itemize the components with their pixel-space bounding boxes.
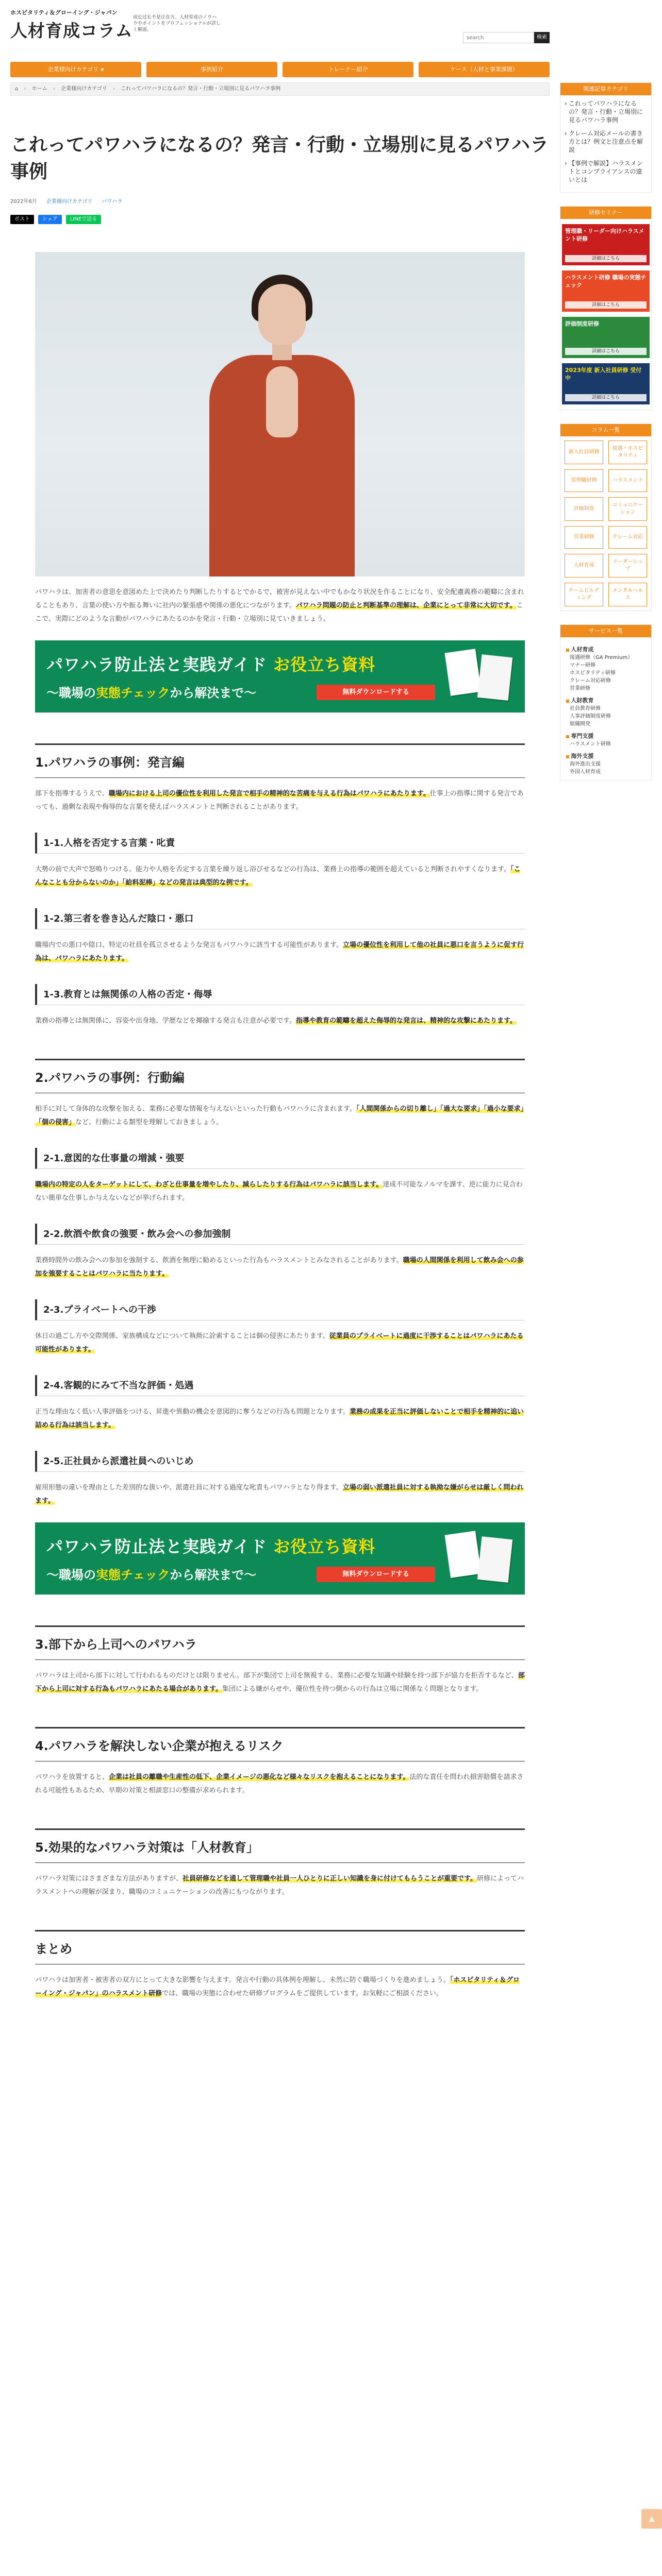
banner-subtitle-a: 〜職場の [46, 1568, 96, 1582]
service-link[interactable]: ハラスメント研修 [570, 741, 611, 747]
section-heading: まとめ [35, 1930, 525, 1964]
nav-item-label: 事例紹介 [201, 66, 223, 73]
service-link[interactable]: 営業研修 [570, 686, 590, 691]
service-link[interactable]: 組織開発 [570, 721, 590, 727]
section-heading: 4.パワハラを解決しない企業が抱えるリスク [35, 1727, 525, 1761]
sidebar [560, 82, 652, 781]
service-link[interactable]: 外国人材育成 [570, 769, 601, 775]
subsection-heading: 2-5.正社員から派遣社員へのいじめ [35, 1451, 525, 1472]
subsection-paragraph [35, 1014, 525, 1028]
banner-subtitle [46, 1565, 256, 1583]
service-group-title[interactable]: ■ 専門支援 [566, 732, 646, 740]
seminar-banner-text: ハラスメント研修 職場の実態チェック [565, 274, 647, 289]
sidebar-tag[interactable]: 人材育成 [565, 554, 603, 578]
scroll-to-top-button[interactable]: ▲ [641, 2509, 662, 2529]
breadcrumb-category[interactable]: 企業様向けカテゴリ [61, 86, 107, 92]
intro-highlight: パワハラ問題の防止と判断基準の理解は、企業にとって非常に大切です。 [295, 602, 517, 609]
sidebar-tag[interactable]: 営業研修 [565, 526, 603, 549]
sidebar-tag[interactable]: リーダーシップ [608, 554, 647, 578]
home-icon[interactable]: ⌂ [15, 86, 19, 92]
seminar-banner-cta: 詳細はこちら [565, 301, 647, 309]
service-link[interactable]: 人事評価制度研修 [570, 714, 611, 719]
banner-title-accent: お役立ち資料 [273, 655, 376, 674]
site-logo[interactable]: 人材育成コラム [10, 21, 133, 41]
sidebar-columns-title: コラム一覧 [560, 424, 651, 436]
download-banner[interactable] [35, 1522, 525, 1595]
seminar-banner-text: 管理職・リーダー向けハラスメント研修 [565, 228, 644, 242]
service-group-title[interactable]: ■ 人財教育 [566, 697, 646, 705]
subsection-highlight: 業務の成果を正当に評価しないことで相手を精神的に追い詰める行為は該当します。 [35, 1408, 524, 1429]
subsection-heading: 2-1.意図的な仕事量の増減・強要 [35, 1148, 525, 1169]
subsection-heading: 2-3.プライベートへの干渉 [35, 1299, 525, 1320]
download-banner[interactable] [35, 640, 525, 713]
subsection-highlight: 指導や教育の範疇を超えた侮辱的な発言は、精神的な攻撃にあたります。 [295, 1017, 517, 1025]
sidebar-related-item[interactable]: › 【事例で解説】ハラスメントとコンプライアンスの違いとは [565, 159, 647, 184]
article [10, 101, 550, 2001]
section-body [35, 1872, 525, 1899]
article-sections [10, 743, 550, 2001]
sidebar-tag[interactable]: ハラスメント [608, 469, 647, 492]
sidebar-service-list [560, 637, 651, 780]
sidebar-tag[interactable]: メンタルヘルス [608, 583, 647, 606]
banner-title-accent: お役立ち資料 [273, 1537, 376, 1556]
seminar-banner[interactable] [562, 363, 650, 404]
subsection-paragraph [35, 1330, 525, 1357]
banner-title-text: パワハラ防止法と実践ガイド [46, 1537, 268, 1556]
document-icon [444, 1531, 481, 1578]
section-heading: 1.パワハラの事例：発言編 [35, 743, 525, 778]
subsection-body [35, 1178, 525, 1205]
subsection-body [35, 1405, 525, 1432]
sidebar-related-title: 関連記事カテゴリ [560, 83, 651, 95]
sidebar-columns [560, 423, 652, 611]
hero-figure-head [258, 284, 306, 345]
sidebar-tag-grid [560, 436, 651, 611]
nav-item-label: ケース（人材と事業課題） [450, 66, 518, 73]
nav-item-case-issues[interactable] [419, 62, 550, 77]
section-lead [35, 1872, 525, 1899]
section-lead-highlight: 「ホスピタリティ＆グローイング・ジャパン」のハラスメント研修 [35, 1976, 520, 1997]
banner-title [46, 652, 375, 675]
subsection-highlight: 立場の弱い派遣社員に対する執拗な嫌がらせは厳しく問われます。 [35, 1484, 524, 1505]
service-link[interactable]: ホスピタリティ研修 [570, 670, 616, 676]
hero-image [35, 252, 525, 577]
section-heading: 3.部下から上司へのパワハラ [35, 1625, 525, 1660]
subsection-highlight: 職場内の特定の人をターゲットにして、わざと仕事量を増やしたり、減らしたりする行為はパワハラに該当します。 [35, 1181, 383, 1189]
subsection-paragraph [35, 939, 525, 965]
article-meta [10, 197, 550, 205]
subsection-highlight: 職場の人間関係を利用して飲み会への参加を強要することはパワハラに当たります。 [35, 1257, 524, 1278]
sidebar-services-title: サービス一覧 [560, 625, 651, 637]
sidebar-services [560, 624, 652, 781]
breadcrumb-separator: › [24, 86, 26, 92]
service-link[interactable]: クレーム対応研修 [570, 678, 611, 684]
subsection-paragraph [35, 1178, 525, 1205]
sidebar-tag[interactable]: 管理職研修 [565, 469, 603, 492]
subsection-text: 職場内での悪口や陰口、特定の社員を孤立させるような発言もパワハラに該当する可能性があります。 [35, 941, 343, 949]
section-lead-text-2: など、行動による類型を理解しておきましょう。 [75, 1118, 223, 1126]
seminar-banner[interactable] [562, 270, 650, 312]
section-lead-text: パワハラは加害者・被害者の双方にとって大きな影響を与えます。発言や行動の具体例を理解し、未然に防ぐ職場づくりを進めましょう。 [35, 1976, 450, 1984]
seminar-banner-cta: 詳細はこちら [565, 255, 647, 262]
section-lead-text-2: 集団による嫌がらせや、優位性を持つ側からの行為は立場に関係なく問題となります。 [222, 1685, 483, 1693]
banner-download-button[interactable]: 無料ダウンロードする [317, 685, 435, 700]
sidebar-tag[interactable]: 評価制度 [565, 497, 603, 521]
sidebar-related-list [560, 95, 651, 192]
subsection-heading: 1-3.教育とは無関係の人格の否定・侮辱 [35, 984, 525, 1005]
section-lead-text-2: 仕事上の指導に関する発言であっても、過剰な表現や侮辱的な言葉を使えばハラスメントと判断されることがあります。 [35, 790, 524, 811]
nav-item-cases[interactable] [146, 62, 277, 77]
subsection-body [35, 1254, 525, 1281]
subsection-body [35, 1481, 525, 1508]
section-lead-text-2: では、職場の実態に合わせた研修プログラムをご提供しています。お気軽にご相談ください。 [162, 1990, 443, 1997]
subsection-text: 業務時間外の飲み会への参加を強制する、飲酒を無理に勧めるといった行為もハラスメントとみなされることがあります。 [35, 1257, 403, 1264]
subsection-body [35, 939, 525, 965]
banner-title [46, 1534, 375, 1557]
section-lead-text: 部下を指導するうえで、 [35, 790, 109, 798]
section-lead-highlight: 職場内における上司の優位性を利用した発言で相手の精神的な苦痛を与える行為はパワハラにあたります。 [108, 790, 430, 798]
article-tag-link[interactable]: パワハラ [102, 199, 123, 205]
section-lead [35, 1771, 525, 1798]
section-lead [35, 1974, 525, 2001]
seminar-banner-text: 評価制度研修 [565, 320, 599, 327]
nav-item-label: 企業様向けカテゴリ [47, 66, 99, 73]
breadcrumb-separator: › [112, 86, 115, 92]
share-x-button[interactable]: ポスト [10, 215, 34, 224]
section-lead-highlight: 部下から上司に対する行為もパワハラにあたる場合があります。 [35, 1672, 525, 1693]
intro-text: パワハラは、加害者の意思を意図めた上で決めたり判断したりするとでかるで、被害が見えない中でもかなり状況を作ることになり、安全配慮義務の範疇に含まれることもあり、言葉の使い方や振る舞いに社内の緊張感や関係の悪化につながります。 [35, 588, 524, 609]
breadcrumb-current: これってパワハラになるの？発言・行動・立場別に見るパワハラ事例 [121, 86, 281, 92]
nav-item-label: トレーナー紹介 [328, 66, 368, 73]
subsection-body [35, 1014, 525, 1028]
subsection-text: 業務の指導とは無関係に、容姿や出身地、学歴などを揶揄する発言も注意が必要です。 [35, 1017, 296, 1025]
subsection-heading: 1-1.人格を否定する言葉・叱責 [35, 833, 525, 854]
sidebar-related-item[interactable]: › これってパワハラになるの？発言・行動・立場別に見るパワハラ事例 [565, 99, 647, 124]
search-input[interactable] [463, 32, 534, 43]
sidebar-tag[interactable]: 接遇・ホスピタリティ [608, 440, 647, 464]
section-body [35, 1669, 525, 1696]
share-facebook-button[interactable]: シェア [38, 215, 62, 224]
section-lead-text: パワハラは上司から部下に対して行われるものだけとは限りません。部下が集団で上司を無視する、業務に必要な知識や経験を持つ部下が協力を拒否するなど、 [35, 1672, 518, 1680]
subsection-heading: 1-2.第三者を巻き込んだ陰口・悪口 [35, 908, 525, 929]
section-lead [35, 787, 525, 814]
breadcrumb [10, 82, 550, 96]
nav-item-trainers[interactable] [283, 62, 413, 77]
share-buttons [10, 215, 550, 224]
nav-item-corporate[interactable] [10, 62, 141, 77]
section-lead-highlight: 社員研修などを通して管理職や社員一人ひとりに正しい知識を身に付けてもらうことが重要です。 [183, 1875, 477, 1883]
section-body [35, 1103, 525, 1129]
section-body [35, 787, 525, 814]
document-icon [477, 1536, 512, 1583]
section-heading: 2.パワハラの事例：行動編 [35, 1059, 525, 1093]
share-line-button[interactable]: LINEで送る [66, 215, 101, 224]
section-lead-text-2: 法的な責任を問われ損害賠償を請求される可能性もあるため、早期の対策と相談窓口の整備が求められます。 [35, 1773, 524, 1794]
subsection-text: 休日の過ごし方や交際関係、家族構成などについて執拗に詮索することは個の侵害にあたります。 [35, 1332, 329, 1340]
site-tagline: ホスピタリティ＆グローイング・ジャパン [10, 9, 118, 16]
subsection-heading: 2-4.客観的にみて不当な評価・処遇 [35, 1375, 525, 1396]
sidebar-related-item[interactable]: › クレーム対応メールの書き方とは？例文と注意点を解説 [565, 129, 647, 154]
section-body [35, 1974, 525, 2001]
document-icon [477, 654, 512, 701]
seminar-banner[interactable] [562, 224, 650, 265]
sidebar-tag[interactable]: コミュニケーション [608, 497, 647, 521]
section-lead-text: パワハラを放置すると、 [35, 1773, 109, 1781]
banner-download-button[interactable]: 無料ダウンロードする [317, 1567, 435, 1582]
seminar-banner[interactable] [562, 317, 650, 358]
section-lead [35, 1103, 525, 1129]
banner-subtitle-accent: 実態チェック [96, 1568, 170, 1582]
site-header [0, 0, 662, 61]
banner-subtitle-b: から解決まで〜 [170, 686, 257, 700]
search-button[interactable]: 検索 [534, 32, 550, 43]
sidebar-seminars-title: 研修セミナー [560, 207, 651, 219]
service-group-title[interactable]: ■ 人材育成 [566, 646, 646, 654]
section-lead-highlight: 「人間関係からの切り離し」「過大な要求」「過小な要求」「個の侵害」 [35, 1105, 524, 1126]
subsection-text: 正当な理由なく低い人事評価をつける、昇進や異動の機会を意図的に奪うなどの行為も問題となります。 [35, 1408, 350, 1416]
subsection-body [35, 1330, 525, 1357]
banner-subtitle [46, 683, 256, 701]
section-body [35, 1771, 525, 1798]
subsection-highlight: 「こんなことも分からないのか」「給料泥棒」などの発言は典型的な例です。 [35, 866, 521, 887]
spacer [560, 404, 651, 410]
intro-text-2: ここで、実際にどのような言動がパワハラにあたるのかを発言・行動・立場別に見ていきましょう。 [35, 602, 523, 623]
sidebar-tag[interactable]: 新入社員研修 [565, 440, 603, 464]
seminar-banner-text: 2023年度 新入社員研修 受付中 [565, 367, 642, 381]
document-icon [444, 649, 481, 696]
article-intro [35, 586, 525, 626]
section-lead-text: パワハラ対策にはさまざまな方法がありますが、 [35, 1875, 183, 1883]
global-nav [10, 62, 550, 77]
banner-subtitle-a: 〜職場の [46, 686, 96, 700]
subsection-paragraph [35, 1481, 525, 1508]
service-link[interactable]: 社員教育研修 [570, 706, 601, 711]
subsection-text: 雇用形態の違いを理由とした差別的な扱いや、派遣社員に対する過度な叱責もパワハラとなり得ます。 [35, 1484, 343, 1492]
subsection-highlight: 従業員のプライベートに過度に干渉することはパワハラにあたる可能性があります。 [35, 1332, 524, 1353]
subsection-body [35, 863, 525, 890]
subsection-paragraph [35, 1405, 525, 1432]
sidebar-tag[interactable]: チームビルディング [565, 583, 603, 606]
seminar-banner-cta: 詳細はこちら [565, 348, 647, 355]
subsection-text-2: 達成不可能なノルマを課す、逆に能力に見合わない簡単な仕事しか与えないなどが挙げられます。 [35, 1181, 523, 1202]
banner-subtitle-b: から解決まで〜 [170, 1568, 257, 1582]
chevron-down-icon: ▼ [101, 67, 104, 72]
breadcrumb-separator: › [53, 86, 55, 92]
service-link[interactable]: マナー研修 [570, 663, 595, 668]
subsection-paragraph [35, 863, 525, 890]
section-lead [35, 1669, 525, 1696]
sidebar-tag[interactable]: クレーム対応 [608, 526, 647, 549]
subsection-heading: 2-2.飲酒や飲食の強要・飲み会への参加強制 [35, 1224, 525, 1245]
intro-paragraph [35, 586, 525, 626]
service-group-title[interactable]: ■ 海外支援 [566, 752, 646, 760]
site-catchcopy: 成长过长不是让在方。人材育成のノウハウやポイントをプロフェッショナルが詳しく解説。 [133, 15, 221, 32]
subsection-text: 大勢の前で大声で怒鳴りつける、能力や人格を否定する言葉を繰り返し浴びせるなどの行為は、業務上の指導の範囲を超えていると判断されやすくなります。 [35, 866, 510, 873]
hero-figure-stop-hand [266, 366, 298, 437]
page-title: これってパワハラになるの？発言・行動・立場別に見るパワハラ事例 [10, 134, 549, 182]
banner-title-text: パワハラ防止法と実践ガイド [46, 655, 268, 674]
sidebar-related [560, 82, 652, 193]
service-link[interactable]: 海外進出支援 [570, 761, 601, 767]
article-category-link[interactable]: 企業様向けカテゴリ [46, 199, 93, 205]
breadcrumb-home[interactable]: ホーム [31, 86, 47, 92]
service-link[interactable]: 接遇研修（GA Premium） [570, 655, 633, 660]
section-lead-highlight: 企業は社員の離職や生産性の低下、企業イメージの悪化など様々なリスクを抱えることになります。 [109, 1773, 410, 1781]
article-date: 2022年6月 [10, 199, 37, 205]
sidebar-seminars [560, 206, 652, 410]
section-lead-text: 相手に対して身体的な攻撃を加える、業務に必要な情報を与えないといった行動もパワハラに含まれます。 [35, 1105, 356, 1113]
subsection-highlight: 立場の優位性を利用して他の社員に悪口を言うように促す行為は、パワハラにあたります。 [35, 941, 524, 962]
banner-subtitle-accent: 実態チェック [96, 686, 170, 700]
section-heading: 5.効果的なパワハラ対策は「人材教育」 [35, 1828, 525, 1863]
section-lead-text-2: 研修によってハラスメントへの理解が深まり、職場のコミュニケーションの改善にもつながります。 [35, 1875, 524, 1896]
seminar-banner-cta: 詳細はこちら [565, 394, 647, 401]
subsection-paragraph [35, 1254, 525, 1281]
